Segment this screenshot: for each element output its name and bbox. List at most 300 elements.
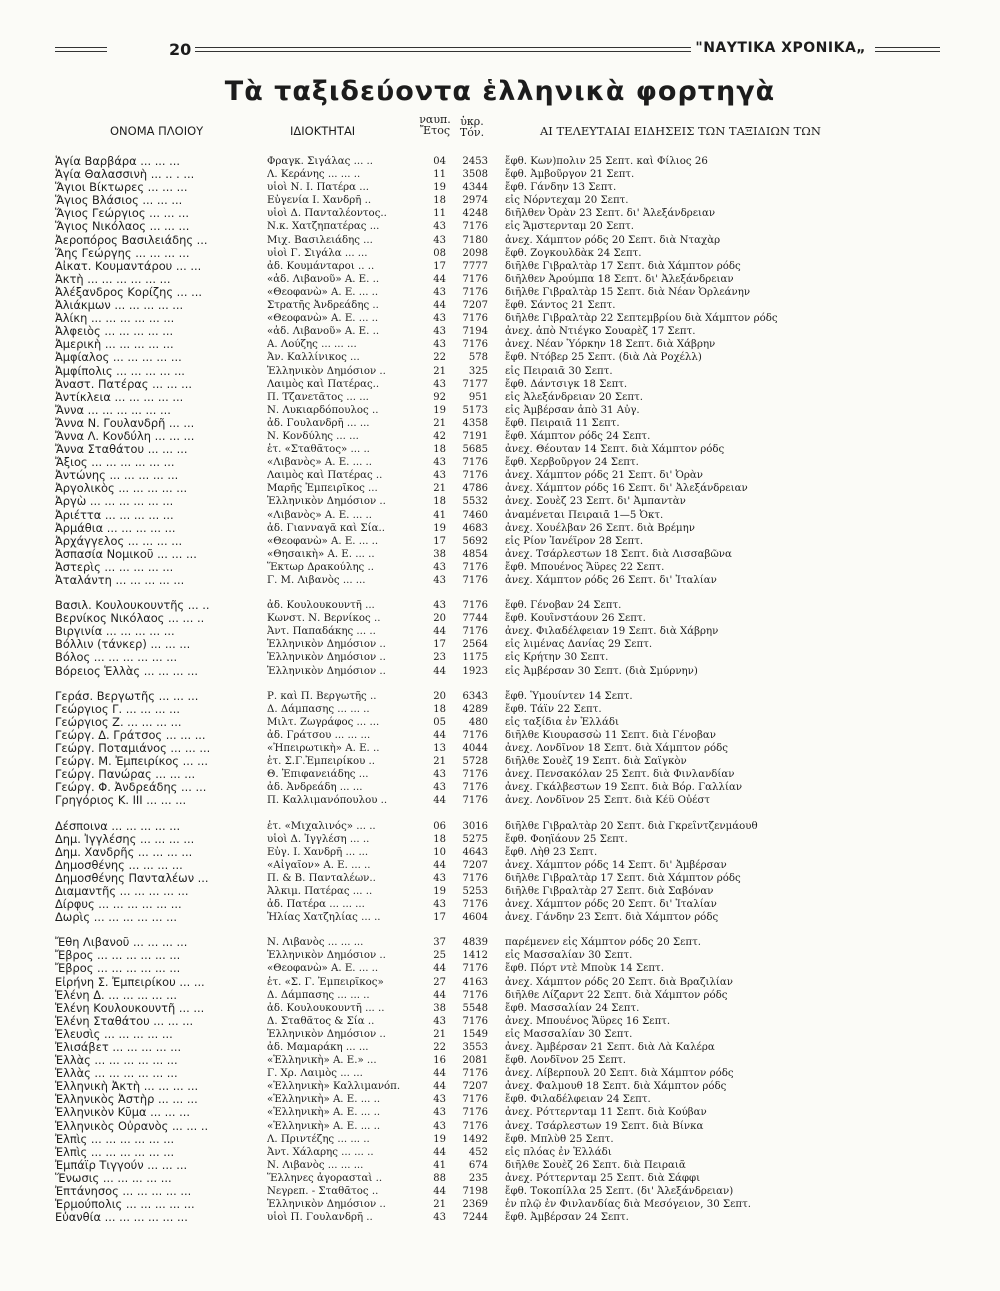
ship-name: Ἀλιάκμων ... ... ... ... ...	[55, 299, 184, 313]
latest-news: ἔφθ. Λὴθ 23 Σεπτ.	[505, 846, 598, 858]
latest-news: ἔφθ. Σάντος 21 Σεπτ.	[505, 300, 616, 312]
owner: Κωνστ. Ν. Βερνίκος ..	[267, 613, 381, 625]
ship-name: Δημ. Χανδρῆς ... ... ... ...	[55, 845, 193, 859]
header-rule-middle	[195, 47, 725, 52]
ship-name: Ἀρμάθια ... ... ... ... ...	[55, 521, 176, 535]
ship-name: Ἀμερικὴ ... ... ... ... ...	[55, 338, 174, 352]
owner: «Ἠπειρωτικὴ» Α. Ε. ..	[267, 743, 380, 755]
latest-news: ἔφθ. Λονδῖνον 25 Σεπτ.	[505, 1055, 627, 1067]
build-year: 22	[433, 1042, 446, 1053]
build-year: 43	[433, 339, 446, 351]
ship-name: Δημ. Ἰγγλέσης ... ... ... ...	[55, 832, 195, 846]
build-year: 21	[433, 365, 446, 377]
owner: ἑτ. Σ.Γ.Ἐμπειρίκου ..	[267, 756, 375, 768]
build-year: 38	[433, 548, 446, 560]
ship-name: Ἅγιος Γεώργιος ... ... ...	[55, 207, 189, 221]
ship-name: Ἄννα Ν. Γουλανδρῆ ... ...	[55, 416, 195, 430]
latest-news: διῆλθεν Ὀρὰν 23 Σεπτ. δι' Ἀλεξάνδρειαν	[505, 208, 716, 220]
tonnage: 7176	[462, 339, 488, 351]
table-row	[0, 495, 1000, 508]
latest-news: εἰς Ἄμστερνταμ 20 Σεπτ.	[505, 221, 634, 233]
owner: Π. Τζανετᾶτος ... ...	[267, 391, 369, 403]
latest-news: ἀνεχ. Χουέλβαν 26 Σεπτ. διὰ Βρέμην	[505, 522, 695, 534]
table-row	[0, 430, 1000, 443]
latest-news: εἰς Ἀμβέρσαν 30 Σεπτ. (διὰ Σμύρνην)	[505, 665, 698, 677]
table-row	[0, 872, 1000, 885]
owner: «Ἑλληνικὴ» Α. Ε. ... ..	[267, 1107, 381, 1119]
owner: Ἕκτωρ Δρακούλης ..	[267, 561, 374, 573]
ship-name: Γεώργ. Φ. Ἀνδρεάδης ... ...	[55, 781, 207, 795]
build-year: 44	[433, 1146, 446, 1158]
ship-name: Ἐλπὶς ... ... ... ... ... ...	[55, 1132, 175, 1146]
table-row	[0, 312, 1000, 325]
build-year: 43	[433, 1212, 446, 1224]
tonnage: 1175	[462, 652, 488, 664]
table-row	[0, 338, 1000, 351]
owner: υἱοὶ Δ. Πανταλέοντος..	[267, 208, 387, 220]
table-row	[0, 220, 1000, 233]
table-row	[0, 1028, 1000, 1041]
table-row	[0, 522, 1000, 535]
latest-news: ἔφθ. Φιλαδέλφειαν 24 Σεπτ.	[505, 1094, 651, 1106]
latest-news: ἔφθ. Ντόβερ 25 Σεπτ. (διὰ Λὰ Ροχέλλ)	[505, 352, 702, 364]
build-year: 19	[433, 1133, 446, 1145]
latest-news: εἰς ταξίδια ἐν Ἑλλάδι	[505, 716, 619, 728]
ship-name: Ἑλληνικὸς Ἀστὴρ ... ... ...	[55, 1093, 198, 1107]
owner: Ν.κ. Χατζηπατέρας ...	[267, 221, 380, 233]
latest-news: ἀνεχ. Γάνδην 23 Σεπτ. διὰ Χάμπτον ρόδς	[505, 912, 719, 924]
tonnage: 4248	[462, 208, 488, 220]
tonnage: 7176	[462, 899, 488, 911]
build-year: 18	[433, 833, 446, 845]
build-year: 20	[433, 613, 446, 625]
latest-news: εἰς Κρήτην 30 Σεπτ.	[505, 652, 609, 664]
build-year: 18	[433, 444, 446, 456]
ship-name: Δημοσθένης Πανταλέων ...	[55, 871, 209, 885]
tonnage: 2098	[462, 247, 488, 259]
build-year: 43	[433, 1120, 446, 1132]
build-year: 19	[433, 885, 446, 897]
latest-news: ἔφθ. Γένοβαν 24 Σεπτ.	[505, 600, 622, 612]
ship-name: Ἅγιος Βλάσιος ... ... ...	[55, 194, 183, 208]
tonnage: 5173	[462, 404, 488, 416]
owner: «Ἑλληνικὴ» Α. Ε.» ...	[267, 1055, 377, 1067]
ship-name: Δέσποινα ... ... ... ... ...	[55, 819, 181, 833]
ship-name: Γεώργ. Δ. Γράτσος ... ... ...	[55, 728, 206, 742]
ship-name: Ἑλένη Δ. ... ... ... ... ...	[55, 988, 178, 1002]
tonnage: 1492	[462, 1133, 488, 1145]
ship-name: Ἅης Γεώργης ... ... ... ...	[55, 246, 190, 260]
owner: ἀδ. Κουλουκουντῆ ...	[267, 600, 375, 612]
ship-name: Ἀναστ. Πατέρας ... ... ...	[55, 377, 192, 391]
ship-name: Ἄξιος ... ... ... ... ... ...	[55, 456, 175, 470]
owner: ἀδ. Γιανναγᾶ καὶ Σία..	[267, 522, 385, 534]
build-year: 42	[433, 430, 446, 442]
table-row	[0, 482, 1000, 495]
ship-name: Ἀρχάγγελος ... ... ... ...	[55, 534, 183, 548]
build-year: 92	[433, 391, 446, 403]
table-row	[0, 194, 1000, 207]
tonnage: 4344	[462, 182, 488, 194]
table-row	[0, 155, 1000, 168]
ship-name: Εὐανθία ... ... ... ... ... ...	[55, 1211, 188, 1225]
tonnage: 7176	[462, 872, 488, 884]
ship-name: Γεώργ. Ποταμιάνος ... ... ...	[55, 742, 211, 756]
latest-news: ἀνεχ. Χάμπτον ρόδς 20 Σεπτ. διὰ Νταχὰρ	[505, 234, 721, 246]
owner: Θ. Ἐπιφανειάδης ...	[267, 769, 369, 781]
table-row	[0, 690, 1000, 703]
owner: Ἀλκιμ. Πατέρας ... ..	[267, 885, 373, 897]
owner: «Λιβανὸς» Α. Ε. ... ..	[267, 509, 373, 521]
owner: Λ. Κεράνης ... ... ..	[267, 169, 361, 181]
ship-name: Ἀλέξανδρος Κορίζης ... ...	[55, 285, 202, 299]
tonnage: 4163	[462, 976, 488, 988]
owner: Μιχ. Βασιλειάδης ...	[267, 234, 373, 246]
latest-news: εἰς Ἀμβέρσαν ἀπὸ 31 Αὐγ.	[505, 404, 640, 416]
table-row	[0, 898, 1000, 911]
build-year: 43	[433, 326, 446, 338]
build-year: 44	[433, 963, 446, 975]
build-year: 41	[433, 1159, 446, 1171]
ship-name: Ἀντίκλεια ... ... ... ... ...	[55, 390, 184, 404]
owner: Ἀντ. Παπαδάκης ... ..	[267, 626, 376, 638]
latest-news: εἰς Ρίον Ἰανέϊρον 28 Σεπτ.	[505, 535, 644, 547]
build-year: 44	[433, 300, 446, 312]
table-row	[0, 509, 1000, 522]
tonnage: 578	[468, 352, 488, 364]
ship-name: Αἰκατ. Κουμαντάρου ... ...	[55, 259, 202, 273]
latest-news: εἰς πλόας ἐν Ἑλλάδι	[505, 1146, 612, 1158]
latest-news: διῆλθε Κιουρασσὼ 11 Σεπτ. διὰ Γένοβαν	[505, 729, 716, 741]
build-year: 43	[433, 899, 446, 911]
owner: ἀδ. Ἀνδρεάδη ... ...	[267, 782, 363, 794]
latest-news: ἔφθ. Κων)πολιν 25 Σεπτ. καὶ Φίλιος 26	[505, 156, 708, 167]
tonnage: 5253	[462, 885, 488, 897]
owner: Εὐγενία Ι. Χανδρῆ ..	[267, 195, 372, 207]
owner: Στρατῆς Ἀνδρεάδης ..	[267, 300, 379, 312]
latest-news: διῆλθε Σουὲζ 26 Σεπτ. διὰ Πειραιᾶ	[505, 1159, 686, 1171]
tonnage: 7194	[462, 326, 488, 338]
tonnage: 7176	[462, 769, 488, 781]
table-row	[0, 976, 1000, 989]
ship-group	[0, 936, 1000, 1224]
tonnage: 5685	[462, 444, 488, 456]
build-year: 43	[433, 234, 446, 246]
table-row	[0, 260, 1000, 273]
latest-news: διῆλθεν Ἀρούμπα 18 Σεπτ. δι' Ἀλεξάνδρειαν	[505, 273, 734, 285]
latest-news: διῆλθε Γιβραλτὰρ 22 Σεπτεμβρίου διὰ Χάμπτον ρόδς	[505, 313, 778, 325]
ship-name: Ἀριέττα ... ... ... ... ...	[55, 508, 174, 522]
build-year: 43	[433, 1107, 446, 1119]
build-year: 25	[433, 950, 446, 962]
build-year: 20	[433, 690, 446, 702]
latest-news: εἰς Πειραιᾶ 30 Σεπτ.	[505, 365, 613, 377]
owner: «Λιβανὸς» Α. Ε. ... ..	[267, 457, 373, 469]
build-year: 44	[433, 665, 446, 677]
latest-news: ἀνεχ. Χάμπτον ρόδς 14 Σεπτ. δι' Ἀμβέρσαν	[505, 859, 727, 871]
tonnage: 7176	[462, 575, 488, 586]
build-year: 21	[433, 417, 446, 429]
latest-news: ἐν πλῷ ἐν Φινλανδίας διὰ Μεσόγειον, 30 Σεπτ.	[505, 1199, 751, 1211]
tonnage: 7176	[462, 626, 488, 638]
ship-name: Ἀλφειὸς ... ... ... ... ...	[55, 325, 174, 339]
tonnage: 7207	[462, 859, 488, 871]
ship-name: Ἀργὼ ... ... ... ... ... ...	[55, 495, 174, 509]
build-year: 88	[433, 1172, 446, 1184]
tonnage: 5275	[462, 833, 488, 845]
latest-news: ἀνεχ. Σουὲζ 23 Σεπτ. δι' Ἀμπαντὰν	[505, 496, 686, 508]
table-row	[0, 391, 1000, 404]
tonnage: 4289	[462, 703, 488, 715]
tonnage: 674	[468, 1159, 488, 1171]
ship-name: Βασιλ. Κουλουκουντῆς ... ..	[55, 599, 210, 613]
table-row	[0, 638, 1000, 651]
build-year: 18	[433, 703, 446, 715]
ship-name: Ἀκτὴ ... ... ... ... ... ...	[55, 272, 171, 286]
build-year: 17	[433, 639, 446, 651]
tonnage: 7176	[462, 1120, 488, 1132]
table-row	[0, 1067, 1000, 1080]
tonnage: 4643	[462, 846, 488, 858]
header-rule-right	[875, 47, 940, 52]
tonnage: 1549	[462, 1028, 488, 1040]
table-row	[0, 742, 1000, 755]
build-year: 37	[433, 937, 446, 949]
tonnage: 7176	[462, 1068, 488, 1080]
table-row	[0, 365, 1000, 378]
table-row	[0, 469, 1000, 482]
journal-title: "ΝΑΥΤΙΚΑ ΧΡΟΝΙΚΑ„	[691, 40, 870, 56]
build-year: 44	[433, 1068, 446, 1080]
ship-name: Ἑλληνικὸν Κῦμα ... ... ...	[55, 1106, 190, 1120]
table-row	[0, 625, 1000, 638]
latest-news: ἀνεχ. Νέαν Ὑόρκην 18 Σεπτ. διὰ Χάβρην	[505, 339, 716, 351]
build-year: 43	[433, 782, 446, 794]
tonnage: 4358	[462, 417, 488, 429]
tonnage: 4839	[462, 937, 488, 949]
table-row	[0, 1093, 1000, 1106]
ship-name: Ἑλένη Σταθάτου ... ... ...	[55, 1014, 194, 1028]
build-year: 21	[433, 1199, 446, 1211]
ship-name: Γρηγόριος Κ. ΙΙΙ ... ... ...	[55, 794, 187, 808]
build-year: 17	[433, 912, 446, 924]
latest-news: ἀνεχ. Χάμπτον ρόδς 20 Σεπτ. δι' Ἰταλίαν	[505, 899, 717, 911]
table-row	[0, 768, 1000, 781]
ship-name: Ἐλπὶς ... ... ... ... ... ...	[55, 1145, 175, 1159]
running-header	[55, 40, 940, 59]
owner: Ἕλληνες ἀγορασταὶ ..	[267, 1172, 383, 1184]
tonnage: 7176	[462, 600, 488, 612]
ship-name: Βόρειος Ἑλλὰς ... ... ... ...	[55, 664, 199, 678]
owner: Π. Καλλιμανόπουλου ..	[267, 795, 388, 807]
latest-news: ἔφθ. Ζογκουλδὰκ 24 Σεπτ.	[505, 247, 642, 259]
ship-name: Ἐμπάϊρ Τιγγούν ... ... ...	[55, 1158, 188, 1172]
ship-name: Δίρφυς ... ... ... ... ... ...	[55, 898, 182, 912]
ship-name: Ἑλλὰς ... ... ... ... ... ...	[55, 1067, 178, 1081]
owner: ἀδ. Μαμαράκη ... ...	[267, 1042, 369, 1053]
ship-name: Ἄννα ... ... ... ... ... ...	[55, 403, 171, 417]
tonnage: 7244	[462, 1212, 488, 1224]
build-year: 43	[433, 561, 446, 573]
tonnage: 5548	[462, 1002, 488, 1014]
ship-group	[0, 599, 1000, 678]
table-row	[0, 1159, 1000, 1172]
owner: Γ. Μ. Λιβανὸς ... ...	[267, 575, 366, 586]
tonnage: 7176	[462, 221, 488, 233]
build-year: 43	[433, 470, 446, 482]
table-row	[0, 325, 1000, 338]
latest-news: ἀνεχ. Ἀμβέρσαν 21 Σεπτ. διὰ Λὰ Καλέρα	[505, 1042, 715, 1053]
build-year: 43	[433, 313, 446, 325]
owner: Ν. Λυκιαρδόπουλος ..	[267, 404, 379, 416]
table-row	[0, 1002, 1000, 1015]
build-year: 05	[433, 716, 446, 728]
owner: Γ. Χρ. Λαιμὸς ... ...	[267, 1068, 363, 1080]
build-year: 11	[433, 208, 446, 220]
build-year: 44	[433, 795, 446, 807]
owner: Ἀντ. Χάλαρης ... ... ..	[267, 1146, 374, 1158]
table-row	[0, 1041, 1000, 1054]
build-year: 43	[433, 1094, 446, 1106]
owner: Ἠλίας Χατζηλίας ... ..	[267, 912, 381, 924]
latest-news: ἀνεχ. Φιλαδέλφειαν 19 Σεπτ. διὰ Χάβρην	[505, 626, 719, 638]
build-year: 43	[433, 1015, 446, 1027]
latest-news: ἔφθ. Τάϊν 22 Σεπτ.	[505, 703, 602, 715]
ship-name: Ἔβρος ... ... ... ... ... ...	[55, 962, 181, 976]
ship-name: Ἑλλὰς ... ... ... ... ... ...	[55, 1054, 178, 1068]
ship-name: Δημοσθένης ... ... ... ...	[55, 858, 183, 872]
ship-name: Ἄννα Σταθάτου ... ... ...	[55, 443, 188, 457]
owner: ἀδ. Κουλουκουντῆ ... ..	[267, 1002, 385, 1014]
build-year: 44	[433, 1081, 446, 1093]
ship-name: Ἔθη Λιβανοῦ ... ... ... ...	[55, 936, 188, 950]
owner: υἱοὶ Π. Γουλανδρῆ ..	[267, 1212, 373, 1224]
ship-name: Ἑρμούπολις ... ... ... ... ...	[55, 1198, 195, 1212]
table-row	[0, 378, 1000, 391]
tonnage: 7176	[462, 782, 488, 794]
owner: «ἀδ. Λιβανοῦ» Α. Ε. ..	[267, 326, 380, 338]
owner: Εὐγ. Ι. Χανδρῆ ... ...	[267, 846, 369, 858]
owner: Ν. Λιβανὸς ... ... ...	[267, 937, 364, 949]
table-row	[0, 1133, 1000, 1146]
build-year: 04	[433, 156, 446, 167]
table-row	[0, 729, 1000, 742]
tonnage: 2369	[462, 1199, 488, 1211]
table-row	[0, 207, 1000, 220]
ship-name: Ἀμφίαλος ... ... ... ... ...	[55, 351, 182, 365]
latest-news: ἔφθ. Ὑμουίντεν 14 Σεπτ.	[505, 690, 633, 702]
owner: Λαιμὸς καὶ Πατέρας..	[267, 378, 380, 390]
latest-news: διῆλθε Λίζαρντ 22 Σεπτ. διὰ Χάμπτον ρόδς	[505, 989, 728, 1001]
ship-name: Ἑλληνικὸς Οὐρανὸς ... ... ..	[55, 1119, 209, 1133]
owner: «Θησαικὴ» Α. Ε. ... ..	[267, 548, 375, 560]
column-header-name: ΟΝΟΜΑ ΠΛΟΙΟΥ	[110, 124, 204, 138]
owner: ἀδ. Κουμάνταροι .. ..	[267, 260, 375, 272]
ship-name: Γεώργιος Ζ. ... ... ... ...	[55, 715, 182, 729]
tonnage: 7198	[462, 1186, 488, 1198]
owner: ἑτ. «Σταθᾶτος» ... ..	[267, 444, 370, 456]
tonnage: 7176	[462, 1094, 488, 1106]
tonnage: 4683	[462, 522, 488, 534]
table-row	[0, 612, 1000, 625]
latest-news: ἀνεχ. Θέουταν 14 Σεπτ. διὰ Χάμπτον ρόδς	[505, 444, 725, 456]
build-year: 19	[433, 182, 446, 194]
build-year: 06	[433, 820, 446, 832]
latest-news: ἀνεχ. Γκάλβεστων 19 Σεπτ. διὰ Βόρ. Γαλλίαν	[505, 782, 743, 794]
ship-name: Εἰρήνη Σ. Ἐμπειρίκου ... ...	[55, 975, 205, 989]
latest-news: ἀνεχ. Χάμπτον ρόδς 16 Σεπτ. δι' Ἀλεξάνδρειαν	[505, 483, 748, 495]
build-year: 44	[433, 1186, 446, 1198]
build-year: 10	[433, 846, 446, 858]
owner: «Ἑλληνικὴ» Α. Ε. ... ..	[267, 1120, 381, 1132]
table-row	[0, 716, 1000, 729]
build-year: 41	[433, 509, 446, 521]
owner: Δ. Δάμπασης ... ... ..	[267, 703, 370, 715]
ship-name: Ἁγία Βαρβάρα ... ... ...	[55, 155, 181, 168]
owner: υἱοὶ Δ. Ἰγγλέση ... ..	[267, 833, 370, 845]
column-header-news: ΑΙ ΤΕΛΕΥΤΑΙΑΙ ΕΙΔΗΣΕΙΣ ΤΩΝ ΤΑΞΙΔΙΩΝ ΤΩΝ	[540, 124, 821, 138]
latest-news: ἔφθ. Χερβοῦργον 24 Σεπτ.	[505, 457, 639, 469]
latest-news: ἀνεχ. Ρόττερνταμ 11 Σεπτ. διὰ Κούβαν	[505, 1107, 707, 1119]
table-row	[0, 665, 1000, 678]
owner: υἱοὶ Γ. Σιγάλα ... ...	[267, 247, 368, 259]
ship-name: Ἀστερὶς ... ... ... ... ...	[55, 560, 174, 574]
header-rule-left	[55, 47, 107, 52]
owner: Λαιμὸς καὶ Πατέρας ..	[267, 470, 383, 482]
table-row	[0, 936, 1000, 949]
ship-name: Γεώργ. Πανώρας ... ... ...	[55, 768, 196, 782]
tonnage: 1923	[462, 665, 488, 677]
tonnage: 325	[468, 365, 488, 377]
owner: Α. Λούζης ... ... ...	[267, 339, 357, 351]
latest-news: ἀνεχ. Τσάρλεστων 18 Σεπτ. διὰ Λισσαβῶνα	[505, 548, 732, 560]
latest-news: ἀνεχ. Χάμπτον ρόδς 21 Σεπτ. δι' Ὀρὰν	[505, 470, 703, 482]
owner: Ἑλληνικὸν Δημόσιον ..	[267, 639, 386, 651]
tonnage: 2564	[462, 639, 488, 651]
build-year: 43	[433, 378, 446, 390]
build-year: 08	[433, 247, 446, 259]
ship-name: Διαμαντῆς ... ... ... ... ...	[55, 884, 189, 898]
owner: Ν. Κονδύλης ... ...	[267, 430, 359, 442]
latest-news: ἔφθ. Ἀμβοῦργον 21 Σεπτ.	[505, 169, 635, 181]
column-header-year: ναυπ. Ἔτος	[419, 113, 451, 137]
ship-name: Ἅγιοι Βίκτωρες ... ... ...	[55, 181, 188, 195]
latest-news: εἰς Ἀλεξάνδρειαν 20 Σεπτ.	[505, 391, 643, 403]
ship-name: Βερνίκος Νικόλαος ... ... ..	[55, 612, 205, 626]
ship-name: Ἐλισάβετ ... ... ... ... ...	[55, 1041, 182, 1054]
ship-table	[0, 155, 1000, 1236]
owner: «ἀδ. Λιβανοῦ» Α. Ε. ..	[267, 273, 380, 285]
tonnage: 4786	[462, 483, 488, 495]
ship-name: Γεώργ. Μ. Ἐμπειρίκος ... ...	[55, 755, 208, 769]
table-row	[0, 651, 1000, 664]
ship-name: Ἀμφίπολις ... ... ... ... ...	[55, 364, 185, 378]
build-year: 23	[433, 652, 446, 664]
tonnage: 7460	[462, 509, 488, 521]
build-year: 43	[433, 575, 446, 586]
latest-news: ἔφθ. Μασσαλίαν 24 Σεπτ.	[505, 1002, 640, 1014]
ship-name: Ἔβρος ... ... ... ... ... ...	[55, 949, 181, 963]
build-year: 43	[433, 221, 446, 233]
build-year: 43	[433, 872, 446, 884]
owner: ἑτ. «Μιχαλινός» ... ..	[267, 820, 376, 832]
ship-name: Ἁγία Θαλασσινὴ ... .. . ...	[55, 168, 195, 182]
latest-news: διῆλθε Γιβραλτὰρ 27 Σεπτ. διὰ Σαβόναν	[505, 885, 714, 897]
owner: Ἑλληνικὸν Δημόσιον ..	[267, 365, 386, 377]
latest-news: εἰς Μασσαλίαν 30 Σεπτ.	[505, 1028, 633, 1040]
tonnage: 7180	[462, 234, 488, 246]
ship-name: Γεώργιος Γ. ... ... ... ...	[55, 702, 181, 716]
